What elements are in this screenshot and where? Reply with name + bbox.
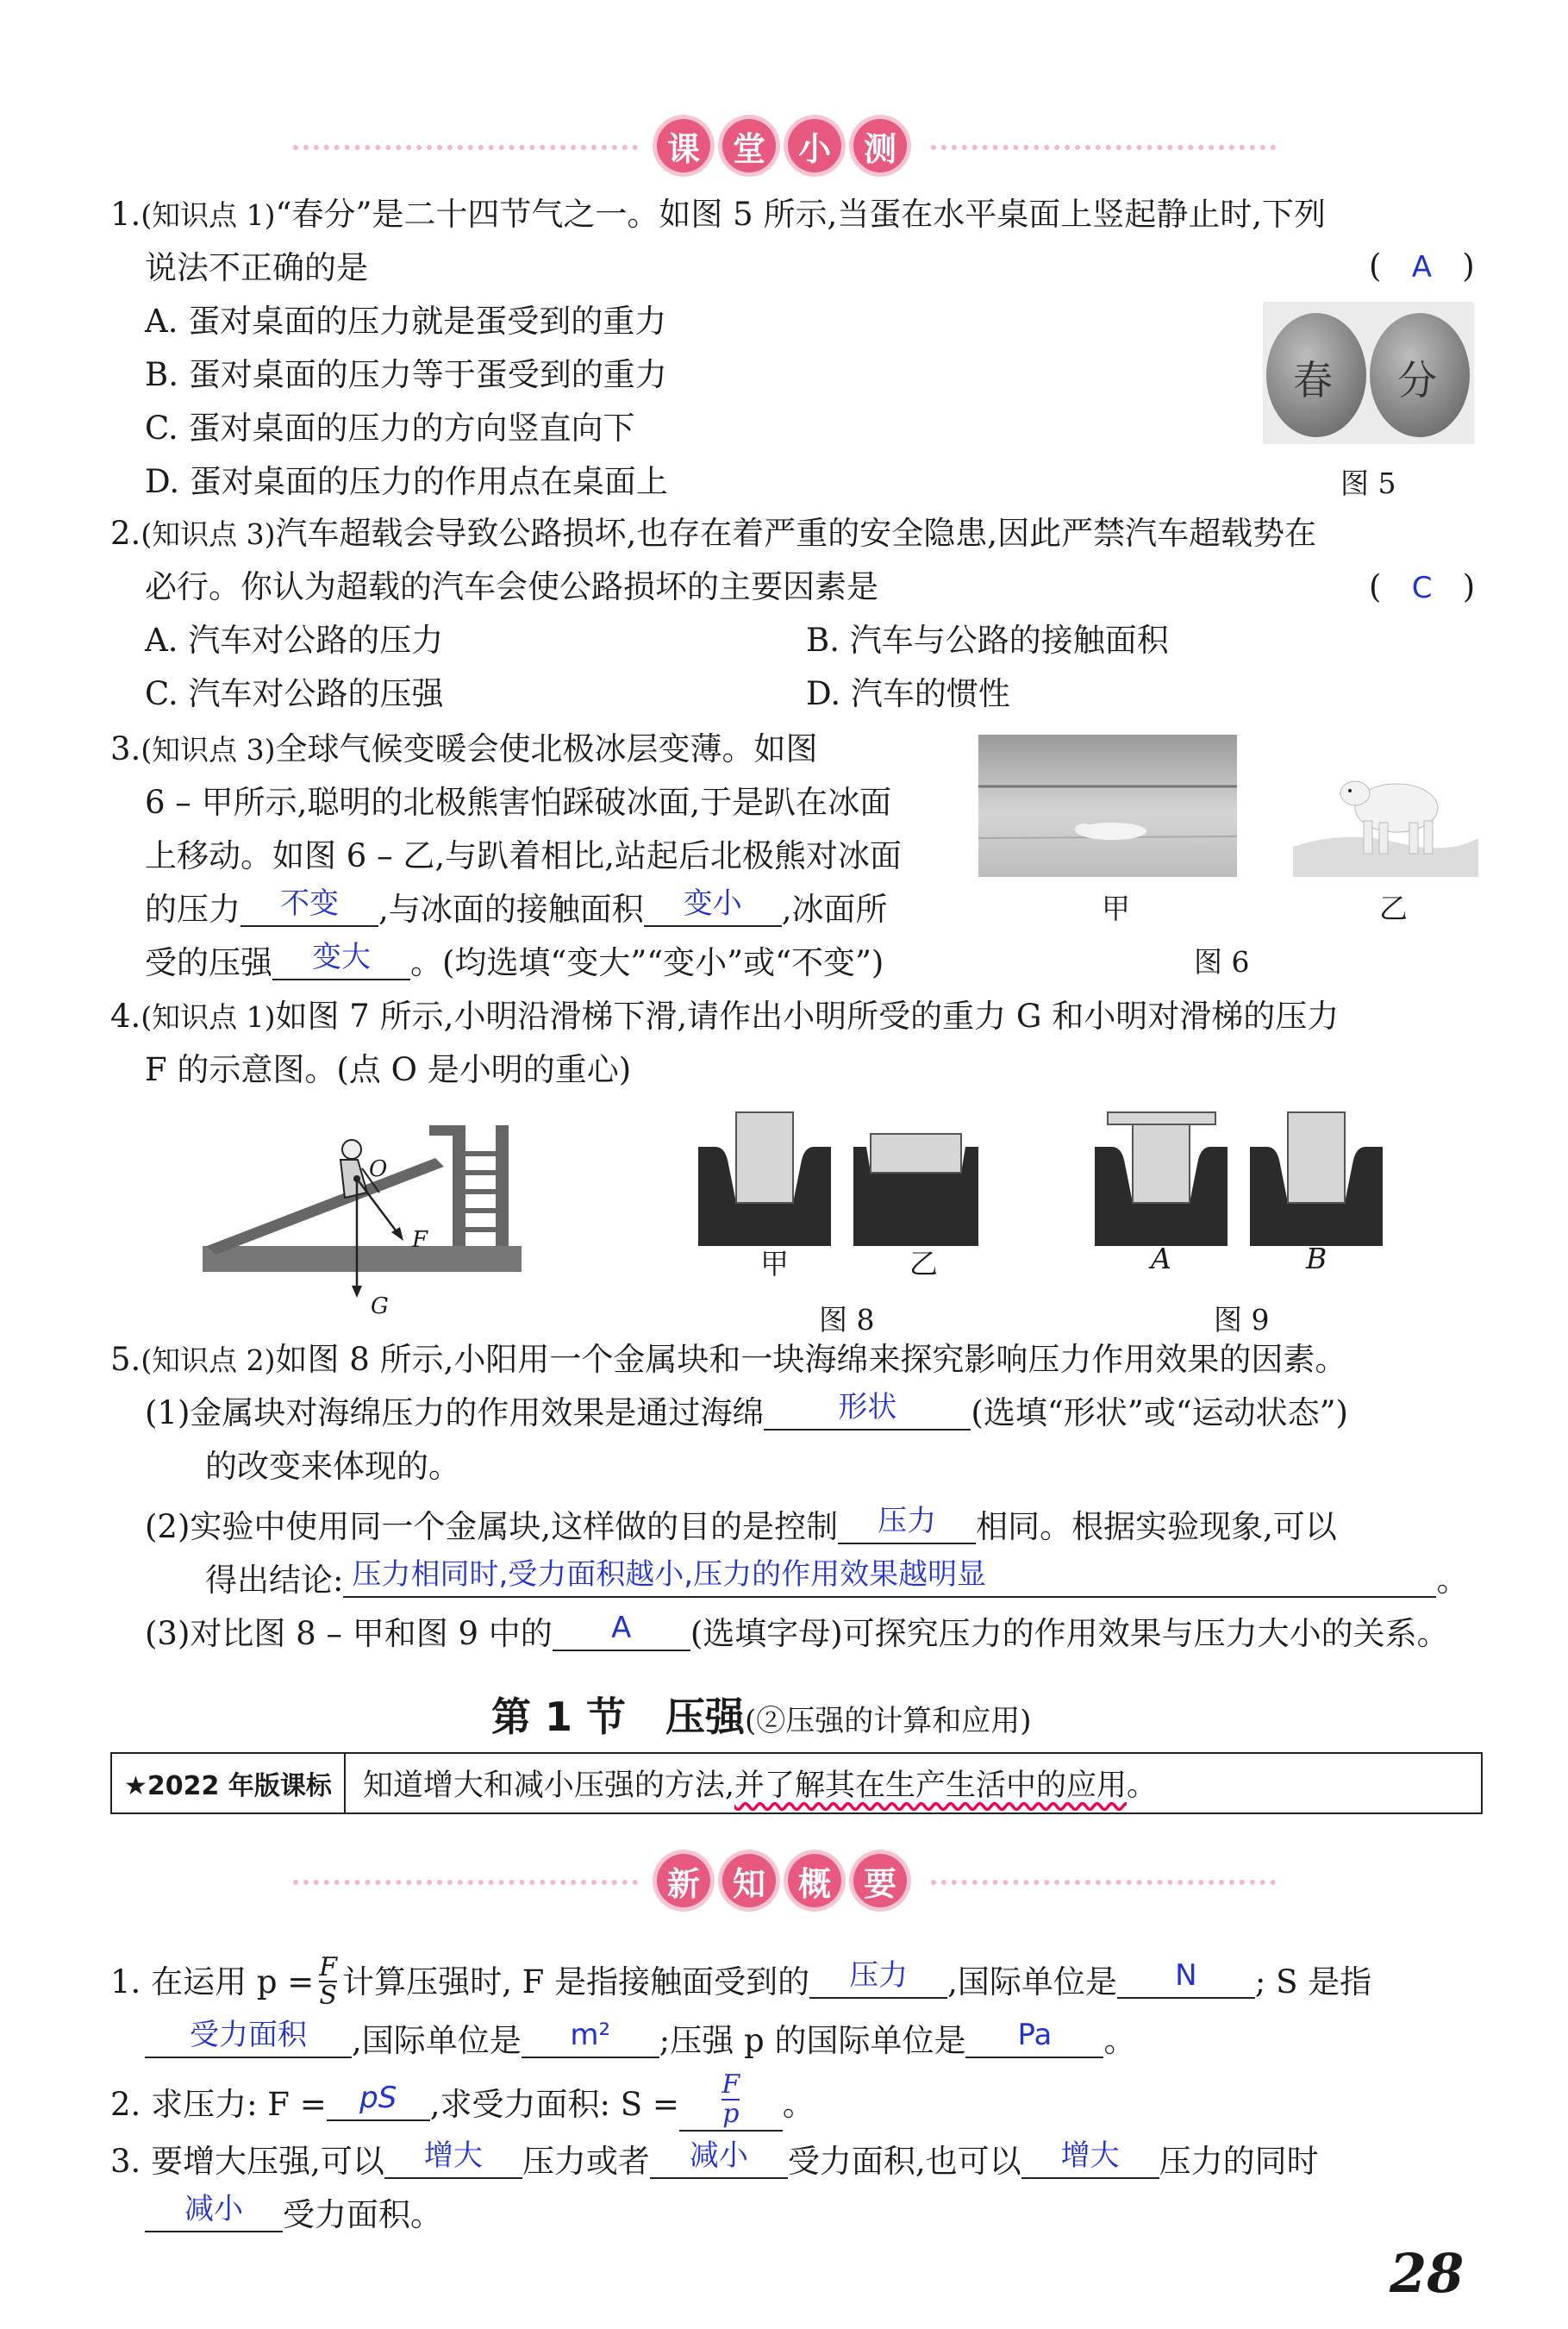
q4-line2: F 的示意图。(点 O 是小明的重心) <box>145 1051 632 1088</box>
header-char: 测 <box>853 119 907 172</box>
figure-6-yi-image <box>1293 735 1478 877</box>
q5-stem-line1: 如图 8 所示,小阳用一个金属块和一块海绵来探究影响压力作用效果的因素。 <box>275 1341 1347 1378</box>
n2-blank-2[interactable] <box>679 2069 783 2132</box>
figure-9-label-a: A <box>1151 1242 1171 1275</box>
section-title <box>491 1686 1032 1743</box>
n1-blank-5[interactable] <box>965 2018 1103 2058</box>
q5-text: (1)金属块对海绵压力的作用效果是通过海绵 <box>145 1394 765 1431</box>
n1-text: ; S 是指 <box>1254 1963 1372 2000</box>
egg-char-fen: 分 <box>1397 357 1437 404</box>
n3-line1 <box>110 2138 1319 2180</box>
q3-line2: 6 – 甲所示,聪明的北极熊害怕踩破冰面,于是趴在冰面 <box>145 784 892 821</box>
n1-text: 1. 在运用 p = <box>110 1963 315 2000</box>
q2-answer-paren: ( C ) <box>1369 568 1476 605</box>
q2-line2: 必行。你认为超载的汽车会使公路损坏的主要因素是 <box>145 568 878 605</box>
q2-option-d: D. 汽车的惯性 <box>806 675 1010 712</box>
q1-line2: 说法不正确的是 <box>145 249 368 286</box>
n1-text: 。 <box>1103 2022 1136 2059</box>
standard-text-wavy: 并了解其在生产生活中的应用 <box>734 1769 1127 1803</box>
q1-line1 <box>110 196 1326 233</box>
header-char: 知 <box>722 1854 776 1907</box>
q5-text: 。 <box>1436 1562 1469 1599</box>
header-char: 堂 <box>722 119 776 172</box>
q4-number: 4. <box>110 998 141 1035</box>
q2-option-a: A. 汽车对公路的压力 <box>145 622 444 659</box>
section-title-main: 第 1 节 压强 <box>491 1694 746 1740</box>
header-char: 小 <box>788 119 841 172</box>
q3-text: 受的压强 <box>145 944 272 981</box>
header2-dotline-right <box>931 1880 1276 1885</box>
q3-answer-1: 不变 <box>280 886 339 921</box>
q4-knowledge-point: (知识点 1) <box>141 1000 276 1034</box>
figure-8-jia-label: 甲 <box>760 1247 789 1280</box>
n1-text: ;压强 p 的国际单位是 <box>659 2022 966 2059</box>
q2-number: 2. <box>110 515 141 552</box>
n1-blank-1[interactable] <box>809 1957 947 1999</box>
figure-8-yi-label: 乙 <box>909 1247 938 1280</box>
n1-blank-2[interactable] <box>1117 1957 1255 1999</box>
n3-text: 压力的同时 <box>1159 2143 1319 2180</box>
q5-number: 5. <box>110 1341 141 1378</box>
q5-answer-4: A <box>611 1611 632 1645</box>
q5-sub1-line1 <box>145 1390 1348 1431</box>
n1-answer-1: 压力 <box>849 1957 909 1993</box>
frac-numerator: F <box>319 1951 338 1982</box>
n3-blank-1[interactable] <box>384 2138 522 2179</box>
egg-char-chun: 春 <box>1293 357 1333 404</box>
n3-answer-2: 减小 <box>689 2138 748 2173</box>
q1-option-b: B. 蛋对桌面的压力等于蛋受到的重力 <box>145 356 667 393</box>
n2-answer-1: pS <box>359 2080 397 2115</box>
q5-sub2-line2 <box>205 1557 1469 1599</box>
n1-answer-4: m² <box>570 2018 611 2052</box>
q5-blank-2[interactable] <box>838 1504 976 1544</box>
figure-5-caption: 图 5 <box>1340 466 1396 500</box>
figure-9 <box>1095 1108 1388 1255</box>
header-char: 概 <box>788 1854 841 1907</box>
q3-blank-1[interactable] <box>241 886 378 927</box>
figure-9-label-b: B <box>1306 1242 1327 1275</box>
n3-answer-3: 增大 <box>1060 2138 1120 2173</box>
figure-7-label-o: O <box>369 1156 388 1182</box>
n1-blank-3[interactable] <box>145 2018 352 2058</box>
q2-option-b: B. 汽车与公路的接触面积 <box>806 622 1169 659</box>
q2-line1 <box>110 515 1317 552</box>
q3-answer-3: 变大 <box>312 940 371 974</box>
figure-8 <box>698 1108 991 1255</box>
q1-knowledge-point: (知识点 1) <box>141 198 276 232</box>
n2-text: ,求受力面积: S = <box>429 2085 679 2123</box>
q3-text: 的压力 <box>145 891 241 928</box>
figure-6-jia-image <box>978 735 1237 877</box>
n2-blank-1[interactable] <box>327 2080 430 2121</box>
n3-answer-1: 增大 <box>423 2138 483 2173</box>
n1-line1 <box>110 1947 1371 2016</box>
q5-text: (选填字母)可探究压力的作用效果与压力大小的关系。 <box>690 1615 1449 1652</box>
section-title-sub: (②压强的计算和应用) <box>745 1704 1032 1738</box>
figure-7-label-f: F <box>412 1227 428 1253</box>
figure-8-caption: 图 8 <box>819 1303 875 1337</box>
figure-7-slide <box>198 1117 526 1324</box>
curriculum-standard-text <box>346 1754 1174 1812</box>
figure-7-label-g: G <box>371 1293 389 1319</box>
q2-stem-line1: 汽车超载会导致公路损坏,也存在着严重的安全隐患,因此严禁汽车超载势在 <box>275 515 1317 552</box>
n3-answer-4: 减小 <box>184 2192 243 2226</box>
q3-stem-line1: 全球气候变暖会使北极冰层变薄。如图 <box>275 730 818 767</box>
n1-answer-3: 受力面积 <box>190 2018 307 2052</box>
q2-answer: C <box>1411 571 1433 605</box>
n1-answer-5: Pa <box>1017 2018 1053 2052</box>
figure-9-caption: 图 9 <box>1214 1303 1270 1337</box>
n3-blank-4[interactable] <box>145 2192 283 2232</box>
q3-text: ,与冰面的接触面积 <box>378 891 644 928</box>
curriculum-standard-label: ★2022 年版课标 <box>112 1754 346 1812</box>
n2-text: 。 <box>782 2085 815 2123</box>
q5-text: 得出结论: <box>205 1562 344 1599</box>
q1-answer: A <box>1411 250 1432 285</box>
q1-number: 1. <box>110 196 141 233</box>
q3-answer-2: 变小 <box>683 886 742 921</box>
q4-stem-line1: 如图 7 所示,小明沿滑梯下滑,请作出小明所受的重力 G 和小明对滑梯的压力 <box>275 998 1340 1035</box>
q5-text: (2)实验中使用同一个金属块,这样做的目的是控制 <box>145 1508 839 1545</box>
q3-blank-3[interactable] <box>272 940 410 980</box>
q3-number: 3. <box>110 730 141 767</box>
section-header-ketang <box>657 119 907 172</box>
q1-stem-line1: “春分”是二十四节气之一。如图 5 所示,当蛋在水平桌面上竖起静止时,下列 <box>275 196 1326 233</box>
n3-blank-3[interactable] <box>1021 2138 1159 2179</box>
q1-option-c: C. 蛋对桌面的压力的方向竖直向下 <box>145 410 635 447</box>
q5-line1 <box>110 1341 1347 1378</box>
q3-text: ,冰面所 <box>781 891 888 928</box>
q4-line1 <box>110 998 1340 1035</box>
q2-knowledge-point: (知识点 3) <box>141 517 276 551</box>
q1-answer-paren: ( A ) <box>1369 247 1475 285</box>
page-number: 28 <box>1390 2242 1465 2305</box>
figure-6-yi-label: 乙 <box>1379 892 1408 925</box>
q3-line5 <box>145 940 884 981</box>
n1-text: 计算压强时, F 是指接触面受到的 <box>342 1963 810 2000</box>
header-char: 新 <box>657 1854 710 1907</box>
n1-answer-2: N <box>1175 1957 1197 1993</box>
header-char: 课 <box>657 119 710 172</box>
header-dotline-right <box>931 145 1276 150</box>
q1-option-a: A. 蛋对桌面的压力就是蛋受到的重力 <box>145 303 667 340</box>
q5-blank-1[interactable] <box>764 1390 971 1431</box>
q5-answer-3: 压力相同时,受力面积越小,压力的作用效果越明显 <box>352 1557 987 1592</box>
q3-line4 <box>145 886 888 928</box>
q5-text: 相同。根据实验现象,可以 <box>976 1508 1337 1545</box>
curriculum-standard-box <box>110 1752 1483 1814</box>
q5-text: (3)对比图 8 – 甲和图 9 中的 <box>145 1615 553 1652</box>
q5-answer-1: 形状 <box>838 1390 897 1424</box>
q5-blank-4[interactable] <box>553 1611 690 1651</box>
n3-text: 受力面积。 <box>283 2196 442 2233</box>
n3-text: 压力或者 <box>522 2143 650 2180</box>
n3-blank-2[interactable] <box>650 2138 788 2179</box>
frac-numerator: F <box>722 2069 740 2100</box>
frac-denominator: p <box>722 2098 740 2129</box>
q5-sub2-line1 <box>145 1504 1337 1545</box>
q3-blank-2[interactable] <box>644 886 782 927</box>
figure-6-jia-label: 甲 <box>1102 892 1130 925</box>
n1-text: ,国际单位是 <box>947 1963 1117 2000</box>
n2-line <box>110 2069 815 2138</box>
frac-denominator: S <box>319 1981 337 2011</box>
n3-text: 受力面积,也可以 <box>787 2143 1021 2180</box>
q3-text: 。(均选填“变大”“变小”或“不变”) <box>410 944 884 981</box>
standard-text-plain: 知道增大和减小压强的方法, <box>362 1769 734 1803</box>
n2-answer-fraction <box>722 2071 740 2127</box>
q3-line3: 上移动。如图 6 – 乙,与趴着相比,站起后北极熊对冰面 <box>145 837 902 874</box>
n2-text: 2. 求压力: F = <box>110 2085 327 2123</box>
header-char: 要 <box>853 1854 907 1907</box>
header-dotline-left <box>293 145 638 150</box>
figure-6-caption: 图 6 <box>1194 945 1250 979</box>
q5-answer-2: 压力 <box>878 1504 937 1538</box>
section-header-xinzhi <box>657 1854 907 1907</box>
q5-sub1-line2: 的改变来体现的。 <box>205 1448 460 1485</box>
n1-formula-fraction <box>319 1951 338 2011</box>
q3-line1 <box>110 730 818 767</box>
q3-knowledge-point: (知识点 3) <box>141 733 276 767</box>
q5-sub3 <box>145 1611 1449 1652</box>
n1-line2 <box>145 2018 1136 2059</box>
n1-blank-4[interactable] <box>522 2018 659 2058</box>
q5-text: (选填“形状”或“运动状态”) <box>971 1394 1348 1431</box>
q5-blank-3[interactable] <box>343 1557 1436 1598</box>
n3-text: 3. 要增大压强,可以 <box>110 2143 384 2180</box>
standard-text-end: 。 <box>1127 1769 1158 1803</box>
q5-knowledge-point: (知识点 2) <box>141 1343 276 1377</box>
header2-dotline-left <box>293 1880 638 1885</box>
q2-option-c: C. 汽车对公路的压强 <box>145 675 444 712</box>
n3-line2 <box>145 2192 442 2233</box>
figure-5-eggs <box>1263 302 1474 444</box>
n1-text: ,国际单位是 <box>352 2022 522 2059</box>
q1-option-d: D. 蛋对桌面的压力的作用点在桌面上 <box>145 463 668 500</box>
